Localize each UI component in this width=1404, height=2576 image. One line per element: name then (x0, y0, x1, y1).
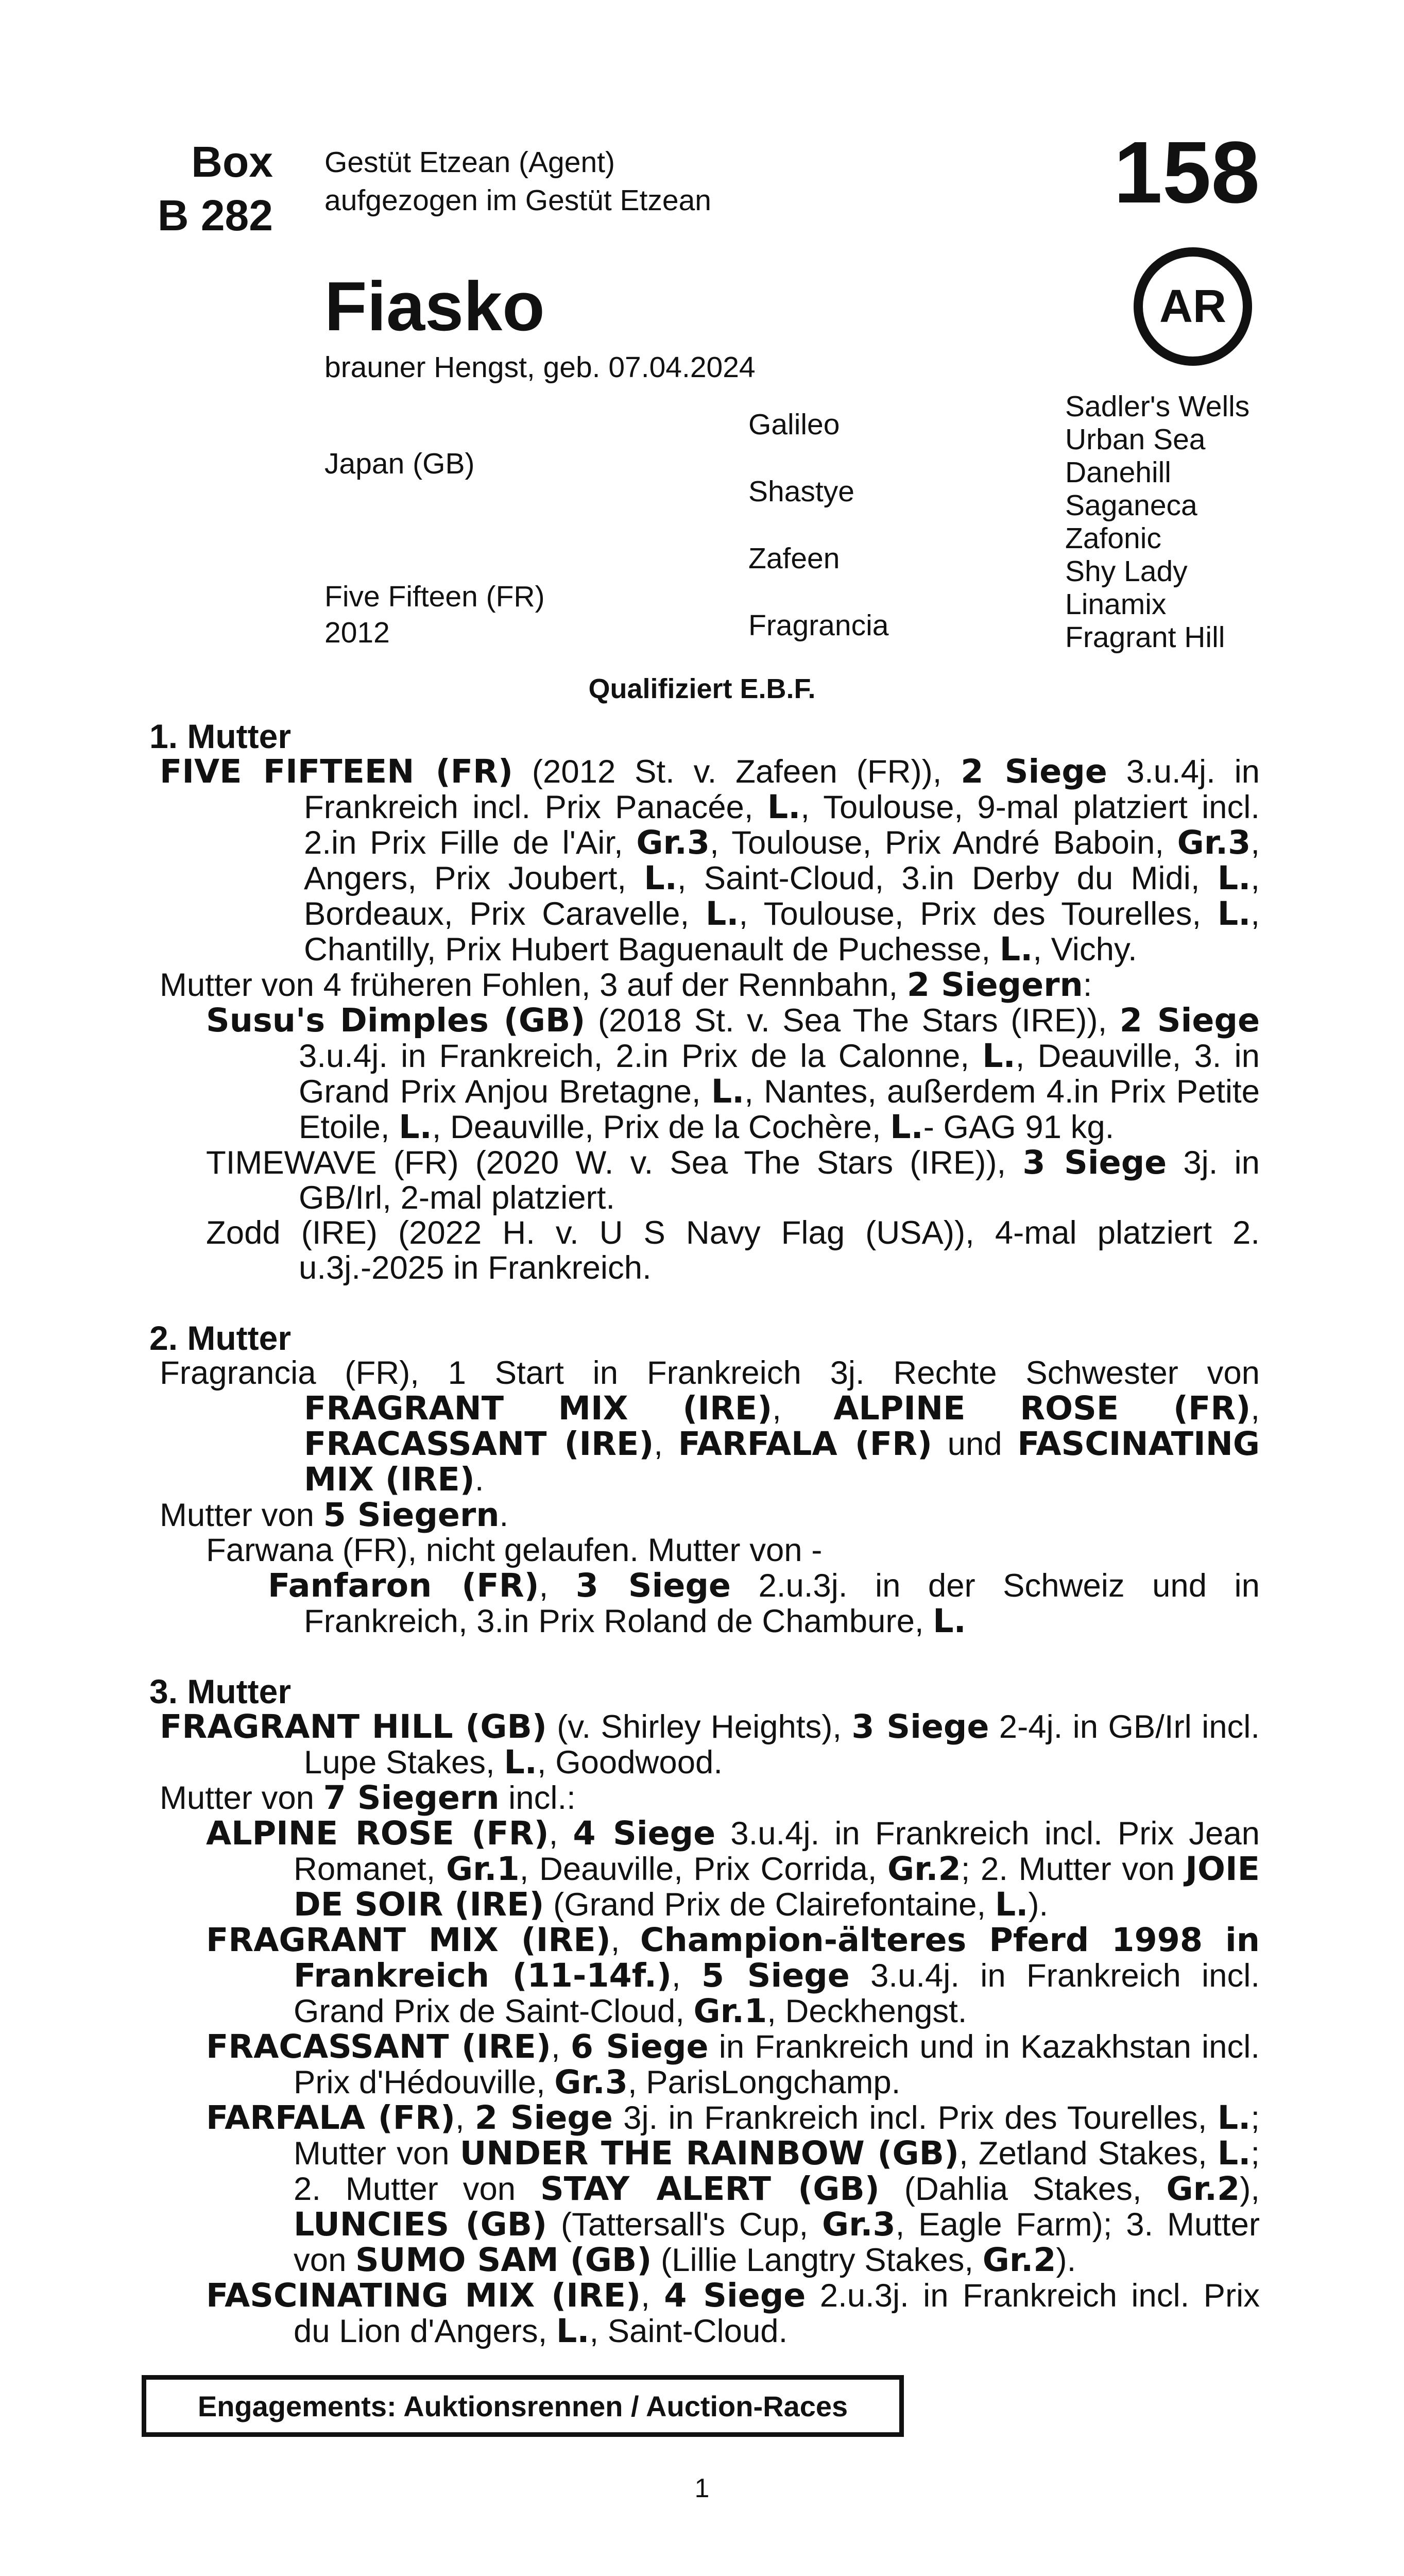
g3-entry: Linamix (1065, 588, 1167, 621)
produce-entry: FARFALA (FR), 2 Siege 3j. in Frankreich incl. Prix des Tourelles, L.; Mutter von UNDER THE RAINBOW (GB), Zetland Stakes, L.; 2. Mutter von STAY ALERT (GB) (Dahlia Stakes, Gr.2), LUNCIES (GB) (Tattersall's Cup, Gr.3, Eagle Farm); 3. Mutter von SUMO SAM (GB) (Lillie Langtry Stakes, Gr.2). (206, 2098, 1260, 2279)
dam: Five Fifteen (FR) (324, 580, 545, 613)
third-dam-entry: FRAGRANT HILL (GB) (v. Shirley Heights), 3 Siege 2-4j. in GB/Irl incl. Lupe Stakes, L., Goodwood. (160, 1707, 1260, 1781)
dam-produce-summary: Mutter von 4 früheren Fohlen, 3 auf der Rennbahn, 2 Siegern: (160, 965, 1092, 1004)
section-title-2: 2. Mutter (149, 1319, 292, 1357)
produce-entry: Fanfaron (FR), 3 Siege 2.u.3j. in der Schweiz und in Frankreich, 3.in Prix Roland de Chambure, L. (268, 1566, 1260, 1640)
produce-entry: FRAGRANT MIX (IRE), Champion-älteres Pferd 1998 in Frankreich (11-14f.), 5 Siege 3.u.4j. in Frankreich incl. Grand Prix de Saint-Cloud, Gr.1, Deckhengst. (206, 1921, 1260, 2030)
box-label-line2: B 282 (157, 191, 273, 240)
g3-entry: Danehill (1065, 456, 1171, 489)
sire-dam: Shastye (748, 475, 854, 508)
sire-sire: Galileo (748, 408, 840, 441)
produce-entry: Zodd (IRE) (2022 H. v. U S Navy Flag (USA)), 4-mal platziert 2. u.3j.-2025 in Frankreich. (206, 1215, 1260, 1286)
produce-entry: Farwana (FR), nicht gelaufen. Mutter von - (206, 1532, 823, 1568)
third-dam-produce-summary: Mutter von 7 Siegern incl.: (160, 1778, 576, 1817)
ar-badge (1134, 247, 1252, 366)
horse-description: brauner Hengst, geb. 07.04.2024 (324, 351, 756, 384)
consignor: Gestüt Etzean (Agent) (324, 146, 615, 179)
horse-name: Fiasko (324, 267, 545, 345)
g3-entry: Saganeca (1065, 489, 1197, 522)
page-number: 1 (694, 2473, 710, 2503)
section-title-3: 3. Mutter (149, 1672, 292, 1710)
g3-entry: Fragrant Hill (1065, 621, 1225, 654)
g3-entry: Zafonic (1065, 522, 1161, 555)
ar-badge-text: AR (1159, 280, 1226, 332)
box-label-line1: Box (191, 138, 273, 186)
dam-dam: Fragrancia (748, 609, 889, 642)
consignor-info (324, 143, 711, 219)
g3-entry: Sadler's Wells (1065, 390, 1250, 423)
engagements-text: Engagements: Auktionsrennen / Auction-Races (197, 2389, 848, 2422)
dam-line-text (149, 719, 1260, 2349)
g3-entry: Urban Sea (1065, 423, 1206, 456)
produce-entry: FRACASSANT (IRE), 6 Siege in Frankreich und in Kazakhstan incl. Prix d'Hédouville, Gr.3, ParisLongchamp. (206, 2027, 1260, 2101)
section-title-1: 1. Mutter (149, 717, 292, 755)
raised-by: aufgezogen im Gestüt Etzean (324, 184, 711, 217)
produce-entry: TIMEWAVE (FR) (2020 W. v. Sea The Stars (IRE)), 3 Siege 3j. in GB/Irl, 2-mal platziert. (206, 1143, 1260, 1216)
qualification: Qualifiziert E.B.F. (588, 673, 816, 704)
second-dam-entry: Fragrancia (FR), 1 Start in Frankreich 3j. Rechte Schwester von FRAGRANT MIX (IRE), ALPINE ROSE (FR), FRACASSANT (IRE), FARFALA (FR) und FASCINATING MIX (IRE). (160, 1355, 1260, 1498)
produce-entry: ALPINE ROSE (FR), 4 Siege 3.u.4j. in Frankreich incl. Prix Jean Romanet, Gr.1, Deauville, Prix Corrida, Gr.2; 2. Mutter von JOIE DE SOIR (IRE) (Grand Prix de Clairefontaine, L.). (206, 1814, 1260, 1923)
dam-entry: FIVE FIFTEEN (FR) (2012 St. v. Zafeen (FR)), 2 Siege 3.u.4j. in Frankreich incl. Prix Panacée, L., Toulouse, 9-mal platziert incl. 2.in Prix Fille de l'Air, Gr.3, Toulouse, Prix André Baboin, Gr.3, Angers, Prix Joubert, L., Saint-Cloud, 3.in Derby du Midi, L., Bordeaux, Prix Caravelle, L., Toulouse, Prix des Tourelles, L., Chantilly, Prix Hubert Baguenault de Puchesse, L., Vichy. (160, 752, 1260, 968)
third-generation (1065, 390, 1249, 654)
second-dam-produce-summary: Mutter von 5 Siegern. (160, 1496, 509, 1534)
lot-number: 158 (1114, 124, 1260, 222)
g3-entry: Shy Lady (1065, 555, 1188, 588)
dam-year: 2012 (324, 616, 390, 649)
box-number (124, 135, 273, 242)
produce-entry: Susu's Dimples (GB) (2018 St. v. Sea The Stars (IRE)), 2 Siege 3.u.4j. in Frankreich, 2.in Prix de la Calonne, L., Deauville, 3. in Grand Prix Anjou Bretagne, L., Nantes, außerdem 4.in Prix Petite Etoile, L., Deauville, Prix de la Cochère, L.- GAG 91 kg. (206, 1001, 1260, 1146)
produce-entry: FASCINATING MIX (IRE), 4 Siege 2.u.3j. in Frankreich incl. Prix du Lion d'Angers, L., Saint-Cloud. (206, 2276, 1260, 2350)
sire: Japan (GB) (324, 447, 475, 480)
engagements-box (142, 2375, 904, 2437)
dam-sire: Zafeen (748, 542, 840, 575)
